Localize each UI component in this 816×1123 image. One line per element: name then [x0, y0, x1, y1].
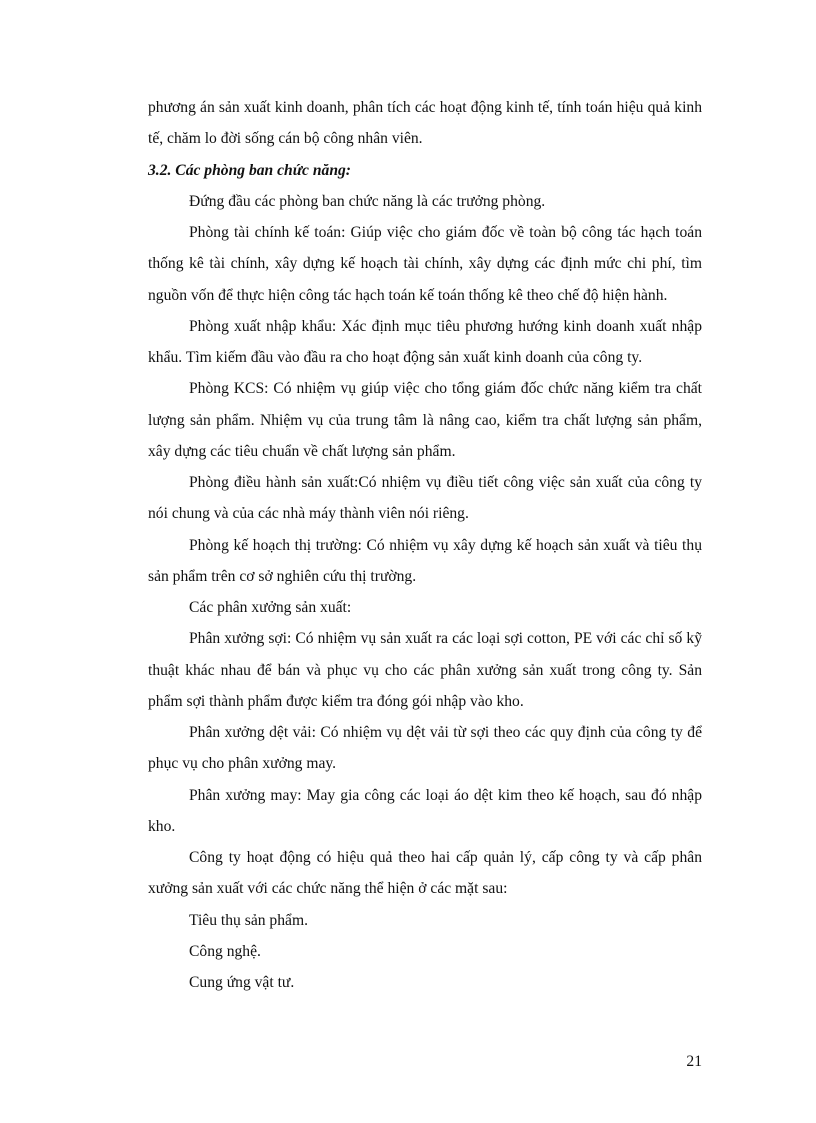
paragraph-production-management: Phòng điều hành sản xuất:Có nhiệm vụ điều tiết công việc sản xuất của công ty nói chung và của các nhà máy thành viên nói riêng. — [148, 474, 702, 523]
paragraph-material-supply: Cung ứng vật tư. — [189, 974, 295, 991]
paragraph-technology: Công nghệ. — [189, 942, 261, 960]
section-heading: 3.2. Các phòng ban chức năng: — [148, 161, 351, 179]
page-number: 21 — [686, 1053, 702, 1070]
paragraph-weaving-workshop: Phân xưởng dệt vải: Có nhiệm vụ dệt vải từ sợi theo các quy định của công ty để phục vụ cho phân xưởng may. — [148, 724, 702, 773]
paragraph-consumption: Tiêu thụ sản phẩm. — [189, 911, 308, 929]
paragraph-management-levels: Công ty hoạt động có hiệu quả theo hai cấp quản lý, cấp công ty và cấp phân xưởng sản xuất với các chức năng thể hiện ở các mặt sau: — [148, 849, 702, 898]
paragraph-department-heads: Đứng đầu các phòng ban chức năng là các trưởng phòng. — [189, 192, 546, 210]
document-body — [148, 92, 702, 998]
paragraph-kcs: Phòng KCS: Có nhiệm vụ giúp việc cho tổng giám đốc chức năng kiểm tra chất lượng sản phẩm. Nhiệm vụ của trung tâm là nâng cao, kiểm tra chất lượng sản phẩm, xây dựng các tiêu chuẩn về chất lượng sản phẩm. — [148, 380, 702, 460]
paragraph-finance-accounting: Phòng tài chính kế toán: Giúp việc cho giám đốc về toàn bộ công tác hạch toán thống kê tài chính, xây dựng kế hoạch tài chính, xây dựng các định mức chi phí, tìm nguồn vốn để thực hiện công tác hạch toán kế toán thống kê theo chế độ hiện hành. — [148, 224, 702, 304]
paragraph-production-workshops: Các phân xưởng sản xuất: — [189, 599, 352, 616]
paragraph-market-planning: Phòng kế hoạch thị trường: Có nhiệm vụ xây dựng kế hoạch sản xuất và tiêu thụ sản phẩm trên cơ sở nghiên cứu thị trường. — [148, 536, 702, 585]
paragraph-yarn-workshop: Phân xưởng sợi: Có nhiệm vụ sản xuất ra các loại sợi cotton, PE với các chỉ số kỹ thuật khác nhau để bán và phục vụ cho các phân xưởng sản xuất trong công ty. Sản phẩm sợi thành phẩm được kiểm tra đóng gói nhập vào kho. — [148, 630, 702, 710]
paragraph-garment-workshop: Phân xưởng may: May gia công các loại áo dệt kim theo kế hoạch, sau đó nhập kho. — [148, 786, 702, 835]
intro-paragraph: phương án sản xuất kinh doanh, phân tích các hoạt động kinh tế, tính toán hiệu quả kinh tế, chăm lo đời sống cán bộ công nhân viên. — [148, 99, 702, 148]
paragraph-import-export: Phòng xuất nhập khẩu: Xác định mục tiêu phương hướng kinh doanh xuất nhập khẩu. Tìm kiếm đầu vào đầu ra cho hoạt động sản xuất kinh doanh của công ty. — [148, 317, 702, 366]
